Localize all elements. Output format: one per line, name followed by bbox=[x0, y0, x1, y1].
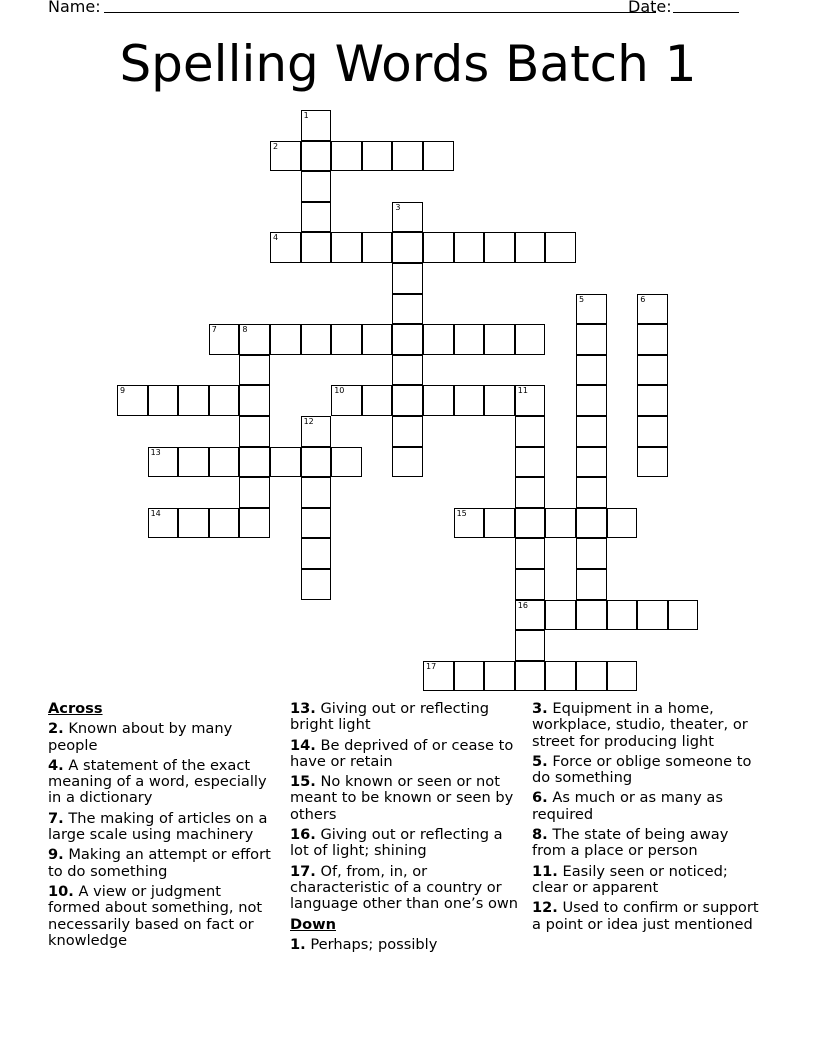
clue-number: 16 bbox=[517, 600, 528, 610]
grid-cell[interactable] bbox=[423, 324, 454, 355]
clue-across-16: 16. Giving out or reflecting a lot of light; shining bbox=[290, 826, 503, 860]
grid-cell[interactable] bbox=[484, 324, 515, 355]
grid-cell[interactable] bbox=[607, 600, 638, 631]
clue-number: 1 bbox=[303, 111, 309, 120]
grid-cell[interactable] bbox=[331, 447, 362, 478]
grid-cell[interactable] bbox=[423, 661, 454, 692]
clue-down-11: 11. Easily seen or noticed; clear or apparent bbox=[532, 862, 728, 896]
grid-cell[interactable] bbox=[515, 477, 546, 508]
grid-cell[interactable] bbox=[239, 477, 270, 508]
grid-cell[interactable] bbox=[515, 416, 546, 447]
grid-cell[interactable] bbox=[576, 508, 607, 539]
clue-number: 12 bbox=[303, 417, 314, 426]
grid-cell[interactable] bbox=[209, 324, 240, 355]
grid-cell[interactable] bbox=[148, 385, 179, 416]
clue-across-9: 9. Making an attempt or effort to do something bbox=[48, 846, 271, 880]
grid-cell[interactable] bbox=[270, 141, 301, 172]
grid-cell[interactable] bbox=[392, 141, 423, 172]
clue-across-2: 2. Known about by many people bbox=[48, 720, 233, 754]
grid-cell[interactable] bbox=[392, 202, 423, 233]
grid-cell[interactable] bbox=[331, 385, 362, 416]
grid-cell[interactable] bbox=[637, 355, 668, 386]
grid-cell[interactable] bbox=[362, 232, 393, 263]
grid-cell[interactable] bbox=[607, 508, 638, 539]
grid-cell[interactable] bbox=[454, 232, 485, 263]
grid-cell[interactable] bbox=[362, 141, 393, 172]
grid-cell[interactable] bbox=[545, 508, 576, 539]
grid-cell[interactable] bbox=[362, 324, 393, 355]
grid-cell[interactable] bbox=[515, 324, 546, 355]
clue-across-14: 14. Be deprived of or cease to have or retain bbox=[290, 736, 514, 770]
grid-cell[interactable] bbox=[301, 569, 332, 600]
clue-number: 9 bbox=[120, 386, 126, 396]
grid-cell[interactable] bbox=[331, 232, 362, 263]
grid-cell[interactable] bbox=[178, 447, 209, 478]
grid-cell[interactable] bbox=[576, 385, 607, 416]
clue-across-4: 4. A statement of the exact meaning of a word, especially in a dictionary bbox=[48, 756, 267, 807]
grid-cell[interactable] bbox=[148, 508, 179, 539]
clues-column-3 bbox=[532, 701, 764, 937]
grid-cell[interactable] bbox=[576, 569, 607, 600]
date-label: Date: bbox=[628, 0, 672, 16]
grid-cell[interactable] bbox=[270, 447, 301, 478]
clue-number: 13 bbox=[150, 447, 161, 457]
grid-cell[interactable] bbox=[576, 324, 607, 355]
grid-cell[interactable] bbox=[392, 416, 423, 447]
clue-down-8: 8. The state of being away from a place or person bbox=[532, 826, 729, 860]
name-label: Name: bbox=[48, 0, 101, 16]
clue-number: 8 bbox=[242, 325, 248, 335]
grid-cell[interactable] bbox=[301, 202, 332, 233]
down-heading: Down bbox=[290, 915, 337, 933]
grid-cell[interactable] bbox=[545, 661, 576, 692]
grid-cell[interactable] bbox=[239, 416, 270, 447]
grid-cell[interactable] bbox=[423, 385, 454, 416]
grid-cell[interactable] bbox=[270, 324, 301, 355]
clue-number: 6 bbox=[640, 294, 646, 304]
clue-number: 17 bbox=[426, 661, 437, 671]
grid-cell[interactable] bbox=[301, 416, 332, 447]
grid-cell[interactable] bbox=[545, 232, 576, 263]
clue-number: 2 bbox=[273, 141, 279, 151]
clue-across-7: 7. The making of articles on a large scale using machinery bbox=[48, 809, 268, 844]
grid-cell[interactable] bbox=[576, 355, 607, 386]
grid-cell[interactable] bbox=[484, 232, 515, 263]
grid-cell[interactable] bbox=[576, 294, 607, 325]
grid-cell[interactable] bbox=[576, 477, 607, 508]
clue-across-10: 10. A view or judgment formed about something, not necessarily based on fact or knowledge bbox=[48, 882, 263, 949]
grid-cell[interactable] bbox=[454, 324, 485, 355]
clue-down-5: 5. Force or oblige someone to do something bbox=[532, 752, 752, 787]
grid-cell[interactable] bbox=[515, 661, 546, 692]
grid-cell[interactable] bbox=[454, 385, 485, 416]
grid-cell[interactable] bbox=[637, 447, 668, 478]
grid-cell[interactable] bbox=[454, 508, 485, 539]
grid-cell[interactable] bbox=[423, 232, 454, 263]
clue-number: 5 bbox=[579, 294, 585, 304]
grid-cell[interactable] bbox=[515, 538, 546, 569]
grid-cell[interactable] bbox=[301, 110, 332, 141]
grid-cell[interactable] bbox=[392, 355, 423, 386]
grid-cell[interactable] bbox=[576, 447, 607, 478]
grid-cell[interactable] bbox=[301, 232, 332, 263]
grid-cell[interactable] bbox=[301, 324, 332, 355]
clue-across-15: 15. No known or seen or not meant to be known or seen by others bbox=[290, 773, 514, 823]
grid-cell[interactable] bbox=[515, 569, 546, 600]
grid-cell[interactable] bbox=[301, 508, 332, 539]
grid-cell[interactable] bbox=[392, 232, 423, 263]
grid-cell[interactable] bbox=[178, 508, 209, 539]
grid-cell[interactable] bbox=[362, 385, 393, 416]
grid-cell[interactable] bbox=[331, 324, 362, 355]
clue-number: 3 bbox=[395, 202, 401, 212]
grid-cell[interactable] bbox=[148, 447, 179, 478]
grid-cell[interactable] bbox=[454, 661, 485, 692]
grid-cell[interactable] bbox=[301, 171, 332, 202]
grid-cell[interactable] bbox=[484, 661, 515, 692]
grid-cell[interactable] bbox=[515, 232, 546, 263]
grid-cell[interactable] bbox=[607, 661, 638, 692]
grid-cell[interactable] bbox=[239, 324, 270, 355]
clue-number: 10 bbox=[334, 386, 345, 396]
grid-cell[interactable] bbox=[301, 447, 332, 478]
grid-cell[interactable] bbox=[331, 141, 362, 172]
grid-cell[interactable] bbox=[576, 538, 607, 569]
grid-cell[interactable] bbox=[576, 416, 607, 447]
grid-cell[interactable] bbox=[576, 661, 607, 692]
grid-cell[interactable] bbox=[637, 385, 668, 416]
grid-cell[interactable] bbox=[637, 416, 668, 447]
clue-number: 4 bbox=[273, 233, 279, 243]
grid-cell[interactable] bbox=[392, 263, 423, 294]
grid-cell[interactable] bbox=[178, 385, 209, 416]
grid-cell[interactable] bbox=[301, 477, 332, 508]
grid-cell[interactable] bbox=[484, 508, 515, 539]
grid-cell[interactable] bbox=[637, 324, 668, 355]
grid-cell[interactable] bbox=[239, 508, 270, 539]
grid-cell[interactable] bbox=[239, 355, 270, 386]
across-heading: Across bbox=[48, 700, 103, 717]
clue-down-1: 1. Perhaps; possibly bbox=[290, 935, 438, 953]
clues-column-2 bbox=[290, 701, 522, 957]
clue-number: 15 bbox=[456, 508, 467, 518]
grid-cell[interactable] bbox=[209, 447, 240, 478]
clue-number: 14 bbox=[150, 508, 161, 518]
grid-cell[interactable] bbox=[209, 508, 240, 539]
clue-down-6: 6. As much or as many as required bbox=[532, 789, 723, 823]
grid-cell[interactable] bbox=[515, 508, 546, 539]
grid-cell[interactable] bbox=[515, 447, 546, 478]
grid-cell[interactable] bbox=[392, 324, 423, 355]
clue-across-13: 13. Giving out or reflecting bright light bbox=[290, 700, 489, 734]
grid-cell[interactable] bbox=[239, 385, 270, 416]
grid-cell[interactable] bbox=[668, 600, 699, 631]
clue-across-17: 17. Of, from, in, or characteristic of a country or language other than one’s own bbox=[290, 862, 519, 913]
grid-cell[interactable] bbox=[392, 447, 423, 478]
page-title: Spelling Words Batch 1 bbox=[119, 35, 697, 93]
grid-cell[interactable] bbox=[515, 600, 546, 631]
clues-column-1 bbox=[48, 701, 276, 953]
grid-cell[interactable] bbox=[239, 447, 270, 478]
grid-cell[interactable] bbox=[209, 385, 240, 416]
grid-cell[interactable] bbox=[301, 141, 332, 172]
grid-cell[interactable] bbox=[423, 141, 454, 172]
grid-cell[interactable] bbox=[484, 385, 515, 416]
grid-cell[interactable] bbox=[117, 385, 148, 416]
grid-cell[interactable] bbox=[270, 232, 301, 263]
grid-cell[interactable] bbox=[392, 385, 423, 416]
grid-cell[interactable] bbox=[515, 385, 546, 416]
grid-cell[interactable] bbox=[301, 538, 332, 569]
clue-down-3: 3. Equipment in a home, workplace, studio, theater, or street for producing light bbox=[532, 700, 748, 750]
grid-cell[interactable] bbox=[545, 600, 576, 631]
grid-cell[interactable] bbox=[637, 600, 668, 631]
grid-cell[interactable] bbox=[515, 630, 546, 661]
grid-cell[interactable] bbox=[637, 294, 668, 325]
clue-down-12: 12. Used to confirm or support a point or idea just mentioned bbox=[532, 899, 759, 933]
clue-number: 7 bbox=[211, 325, 217, 335]
grid-cell[interactable] bbox=[392, 294, 423, 325]
grid-cell[interactable] bbox=[576, 600, 607, 631]
clue-number: 11 bbox=[517, 386, 528, 396]
